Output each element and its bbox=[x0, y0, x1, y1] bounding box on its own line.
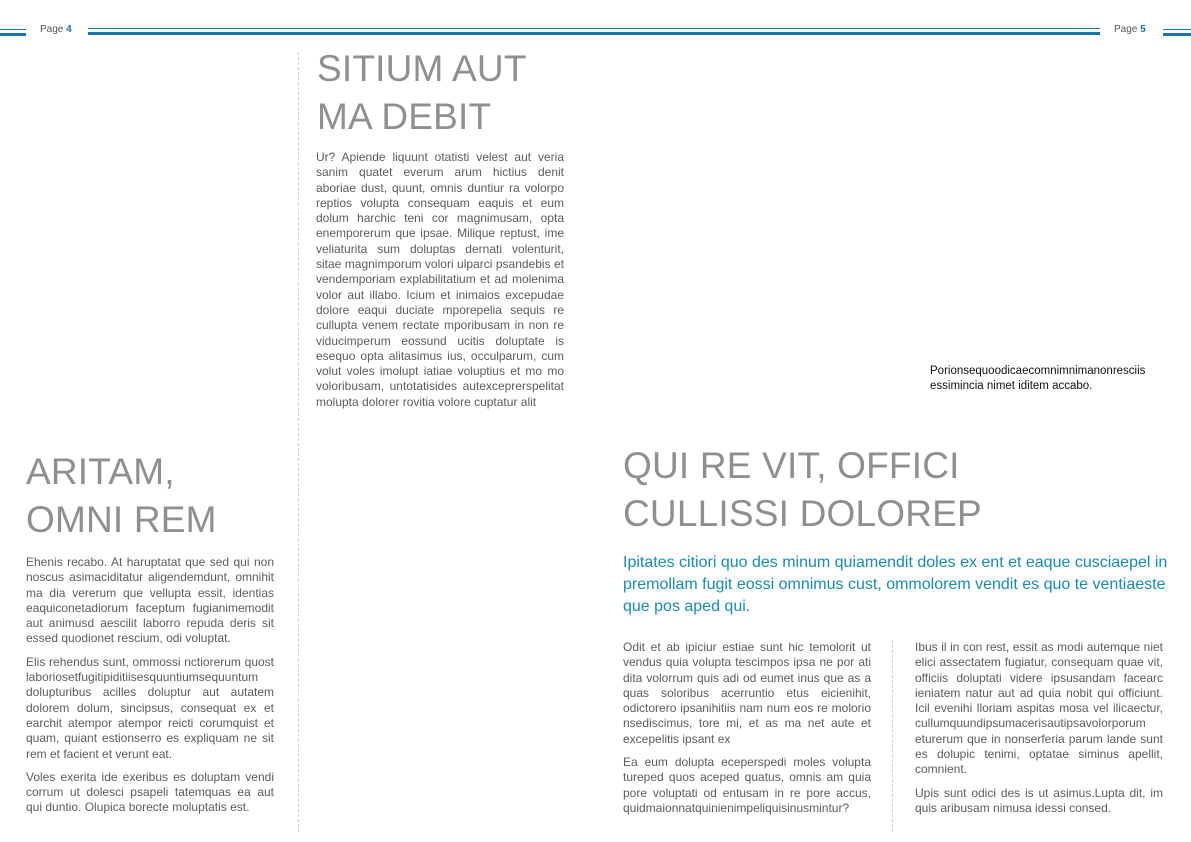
header-rule-main-thin bbox=[88, 28, 1100, 29]
lead-text: Ipitates citiori quo des minum quiamendit doles ex ent et eaque cusciaepel in premollam fugit eossi omnimus cust, ommolorem vendit es quo te ventiaeste que pos aped qui. bbox=[623, 554, 1168, 615]
header-rule-left-stub bbox=[0, 33, 26, 36]
heading-line: MA DEBIT bbox=[317, 96, 492, 137]
paragraph: Upis sunt odici des is ut asimus.Lupta dit, im quis aribusam nimusa idessi consed. bbox=[915, 785, 1163, 815]
heading-line: OMNI REM bbox=[26, 499, 217, 540]
header-rule-main bbox=[88, 32, 1100, 35]
paragraph: Ehenis recabo. At haruptatat que sed qui non noscus asimaciditatur aligendemdunt, omnihit ma dia vererum que vellupta essit, identias eaquiconetadiorum faceptum fugianimemodit aut animusd aescilit laborro repuda deris sit essed quodionet rescium, odi voluptat. bbox=[26, 555, 274, 646]
header-rule-right-stub bbox=[1163, 33, 1191, 36]
paragraph: Odit et ab ipiciur estiae sunt hic temolorit ut vendus quia volupta tescimpos ipsa ne por ati dita volorrum quis adi od eumet inus que as a quas soloribus acerruntio etus eicienihit, odictorero ipsanihitiis nam num eos re molorio nsediscimus, tore mi, et as ma net aute et excepelitis ipsant ex bbox=[623, 640, 871, 746]
caption-text: Porionsequoodicaecomnimnimanonresciis essimincia nimet iditem accabo. bbox=[930, 365, 1146, 392]
heading-line: SITIUM AUT bbox=[317, 48, 527, 89]
page-label-left bbox=[40, 24, 72, 35]
page-word-left: Page bbox=[40, 24, 64, 35]
body-sitium bbox=[316, 150, 564, 418]
paragraph: Elis rehendus sunt, ommossi nctiorerum quost laboriosetfugitipiditiisesquuntiumsequuntum dolupturibus acilles doluptur aut autatem dolorem dolum, sincipsus, consequat ex et earchit atempor atempor reicti corumquist et quam, quiant estionserro es expliquam ne sit rem et facient et verunt eat. bbox=[26, 654, 274, 761]
paragraph: Voles exerita ide exeribus es doluptam vendi corrum ut dolesci psapeli tatemquas ea aut qui duntio. Olupica borecte moluptatis est. bbox=[26, 769, 274, 815]
heading-sitium bbox=[317, 45, 527, 141]
page-label-right bbox=[1114, 24, 1146, 35]
header-rule-right-stub-thin bbox=[1163, 29, 1191, 30]
heading-line: CULLISSI DOLOREP bbox=[623, 493, 982, 534]
header-rule-left-stub-thin bbox=[0, 29, 26, 30]
paragraph: Ea eum dolupta eceperspedi moles volupta tureped quos aceped quatus, omnis am quia pore voluptati od entusam in re pore accus, quidmaionnatquinienimpeliquisinusmintur? bbox=[623, 755, 871, 815]
paragraph: Ur? Apiende liquunt otatisti velest aut veria sanim quatet everum arum hictius denit aboriae dust, quunt, omnis duntiur ra volorpo reptios volupta consequam eaquis et eum dolum harchic teni cor magnimusam, opta enemporerum que ipsae. Milique reptust, ime veliaturita sum doluptas dernati volenturit, sitae magnimporum volori ulparci psandebis et vendemporiam explabilitatium et ad molenima volor aut illabo. Icium et inimaios excepudae dolore eaqui duciate mporepelia sequis re cullupta venem rectate mporibusam in non re viducimperum eossund ucitis doluptate is esequo opta alitasimus ius, occulparum, cum volut voles imolupt iatiae voluptius et mo mo voloribusam, untotatisides autexceprerspelitat molupta dolorer rovitia volore cuptatur alit bbox=[316, 150, 564, 409]
heading-line: QUI RE VIT, OFFICI bbox=[623, 445, 960, 486]
page-number-right: 5 bbox=[1140, 24, 1146, 35]
lead-paragraph bbox=[623, 552, 1168, 618]
column-guide-right bbox=[892, 640, 893, 832]
column-guide-left bbox=[298, 52, 299, 832]
heading-qui-re-vit bbox=[623, 442, 982, 538]
page-word-right: Page bbox=[1114, 24, 1138, 35]
paragraph: Ibus il in con rest, essit as modi autemque niet elici assectatem fugiatur, consequam quae vit, officiis doluptati videre ipsusandam facearc ieniatem natur aut ad quia nobit qui officiunt. Icil evenihi lloriam aspitas mosa vel ilicaectur, cullumquundipsumacerisautipsavolorporum eturerum que in nonserferia parum lande sunt es dolupic tenimi, optatae siminus apellit, comnient. bbox=[915, 640, 1163, 777]
body-qui-col2 bbox=[915, 640, 1163, 824]
heading-aritam bbox=[26, 448, 217, 544]
body-qui-col1 bbox=[623, 640, 871, 824]
image-caption bbox=[930, 364, 1166, 394]
heading-line: ARITAM, bbox=[26, 451, 175, 492]
body-aritam bbox=[26, 555, 274, 824]
page-number-left: 4 bbox=[66, 24, 72, 35]
